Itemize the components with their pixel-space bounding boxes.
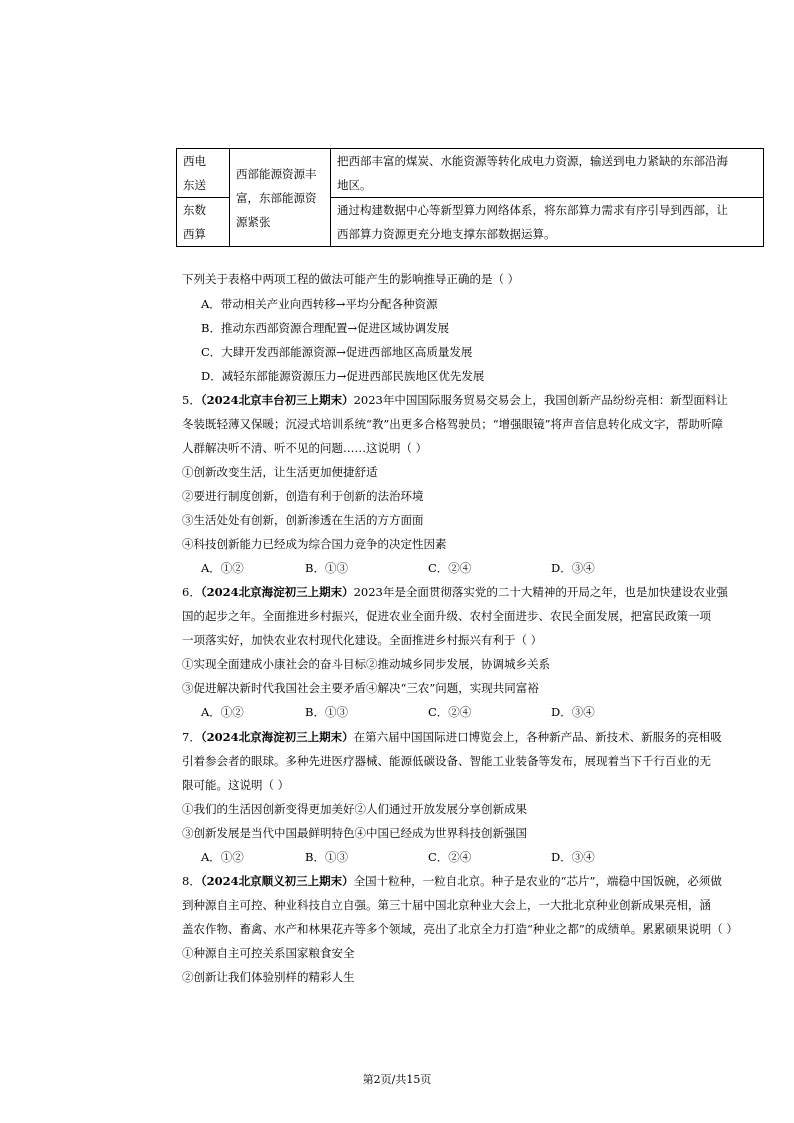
cell-text: 西部能源资源丰 (236, 166, 317, 181)
question-number: 5． (182, 393, 201, 407)
statement-1: ①创新改变生活，让生活更加便捷舒适 (182, 465, 378, 479)
option-a: A．带动相关产业向西转移→平均分配各种资源 (201, 297, 438, 311)
question-source: （2024北京海淀初三上期末） (200, 585, 354, 599)
statement-4: ④科技创新能力已经成为综合国力竞争的决定性因素 (182, 537, 447, 551)
question-8-line-2: 到种源自主可控、种业科技自立自强。第三十届中国北京种业大会上，一大批北京种业创新成果亮相，涵 (182, 898, 711, 912)
table-cell-label (177, 149, 230, 198)
question-6-line-3: 一项落实好，加快农业农村现代化建设。全面推进乡村振兴有利于（ ） (182, 633, 543, 647)
option-b: B．推动东西部资源合理配置→促进区域协调发展 (201, 321, 450, 335)
cell-text: 地区。 (337, 178, 372, 192)
table-cell-label (177, 198, 230, 247)
question-7-line-1 (182, 730, 722, 744)
table-cell-shared (230, 149, 331, 247)
statement-3-4: ③创新发展是当代中国最鲜明特色④中国已经成为世界科技创新强国 (182, 826, 527, 840)
question-6-line-1 (182, 585, 728, 599)
option-c: C．②④ (428, 705, 472, 719)
cell-text: 西电 (183, 154, 206, 168)
cell-text: 富，东部能源资 (236, 190, 317, 205)
question-number: 8． (182, 874, 201, 888)
cell-text: 东数 (183, 203, 206, 217)
question-8-line-3: 盖农作物、畜禽、水产和林果花卉等多个领域，亮出了北京全力打造“种业之都”的成绩单。累累硕果说明（ ） (182, 922, 738, 936)
question-7-line-3: 限可能。这说明（ ） (182, 778, 290, 792)
question-5-line-1 (182, 393, 728, 407)
question-text: 全国十粒种，一粒自北京。种子是农业的“芯片”，端稳中国饭碗，必须做 (353, 874, 722, 888)
option-b: B．①③ (305, 561, 348, 575)
option-c: C．②④ (428, 850, 472, 864)
statement-3: ③生活处处有创新，创新渗透在生活的方方面面 (182, 513, 424, 527)
question-5-line-3: 人群解决听不清、听不见的问题……这说明（ ） (182, 441, 428, 455)
option-c: C．②④ (428, 561, 472, 575)
cell-text: 西部算力资源更充分地支撑东部数据运算。 (337, 227, 556, 241)
question-source: （2024北京顺义初三上期末） (200, 874, 354, 888)
question-stem: 下列关于表格中两项工程的做法可能产生的影响推导正确的是（ ） (182, 272, 520, 286)
option-b: B．①③ (305, 850, 348, 864)
statement-2: ②要进行制度创新，创造有利于创新的法治环境 (182, 489, 424, 503)
option-d: D．减轻东部能源资源压力→促进西部民族地区优先发展 (201, 369, 485, 383)
table-row (177, 149, 764, 198)
statement-1: ①种源自主可控关系国家粮食安全 (182, 946, 355, 960)
cell-text: 通过构建数据中心等新型算力网络体系，将东部算力需求有序引导到西部，让 (337, 203, 728, 217)
statement-1-2: ①我们的生活因创新变得更加美好②人们通过开放发展分享创新成果 (182, 802, 527, 816)
option-a: A．①② (201, 850, 244, 864)
table-cell-desc (331, 198, 764, 247)
statement-3-4: ③促进解决新时代我国社会主要矛盾④解决“三农”问题，实现共同富裕 (182, 681, 539, 695)
cell-text: 源紧张 (236, 214, 271, 229)
question-source: （2024北京丰台初三上期末） (200, 393, 354, 407)
question-text: 2023年是全面贯彻落实党的二十大精神的开局之年，也是加快建设农业强 (353, 585, 728, 599)
question-number: 6． (182, 585, 201, 599)
statement-2: ②创新让我们体验别样的精彩人生 (182, 970, 355, 984)
option-c: C．大肆开发西部能源资源→促进西部地区高质量发展 (201, 345, 473, 359)
question-7-line-2: 引着参会者的眼球。多种先进医疗器械、能源低碳设备、智能工业装备等发布，展现着当下千行百业的无 (182, 754, 711, 768)
question-5-line-2: 冬装既轻薄又保暖；沉浸式培训系统“教”出更多合格驾驶员；“增强眼镜”将声音信息转化成文字，帮助听障 (182, 417, 724, 431)
cell-text: 东送 (183, 178, 206, 192)
option-d: D．③④ (551, 705, 595, 719)
statement-1-2: ①实现全面建成小康社会的奋斗目标②推动城乡同步发展，协调城乡关系 (182, 657, 550, 671)
page-footer: 第2页/共15页 (362, 1073, 432, 1086)
option-b: B．①③ (305, 705, 348, 719)
option-a: A．①② (201, 561, 244, 575)
question-8-line-1 (182, 874, 722, 888)
question-text: 2023年中国国际服务贸易交易会上，我国创新产品纷纷亮相：新型面料让 (353, 393, 728, 407)
comparison-table (176, 148, 764, 247)
question-text: 在第六届中国国际进口博览会上，各种新产品、新技术、新服务的亮相吸 (353, 730, 722, 744)
option-a: A．①② (201, 705, 244, 719)
option-d: D．③④ (551, 850, 595, 864)
question-number: 7． (182, 730, 201, 744)
cell-text: 西算 (183, 227, 206, 241)
cell-text: 把西部丰富的煤炭、水能资源等转化成电力资源，输送到电力紧缺的东部沿海 (337, 154, 728, 168)
option-d: D．③④ (551, 561, 595, 575)
question-6-line-2: 国的起步之年。全面推进乡村振兴，促进农业全面升级、农村全面进步、农民全面发展，把富民政策一项 (182, 609, 711, 623)
table-cell-desc (331, 149, 764, 198)
question-source: （2024北京海淀初三上期末） (200, 730, 354, 744)
